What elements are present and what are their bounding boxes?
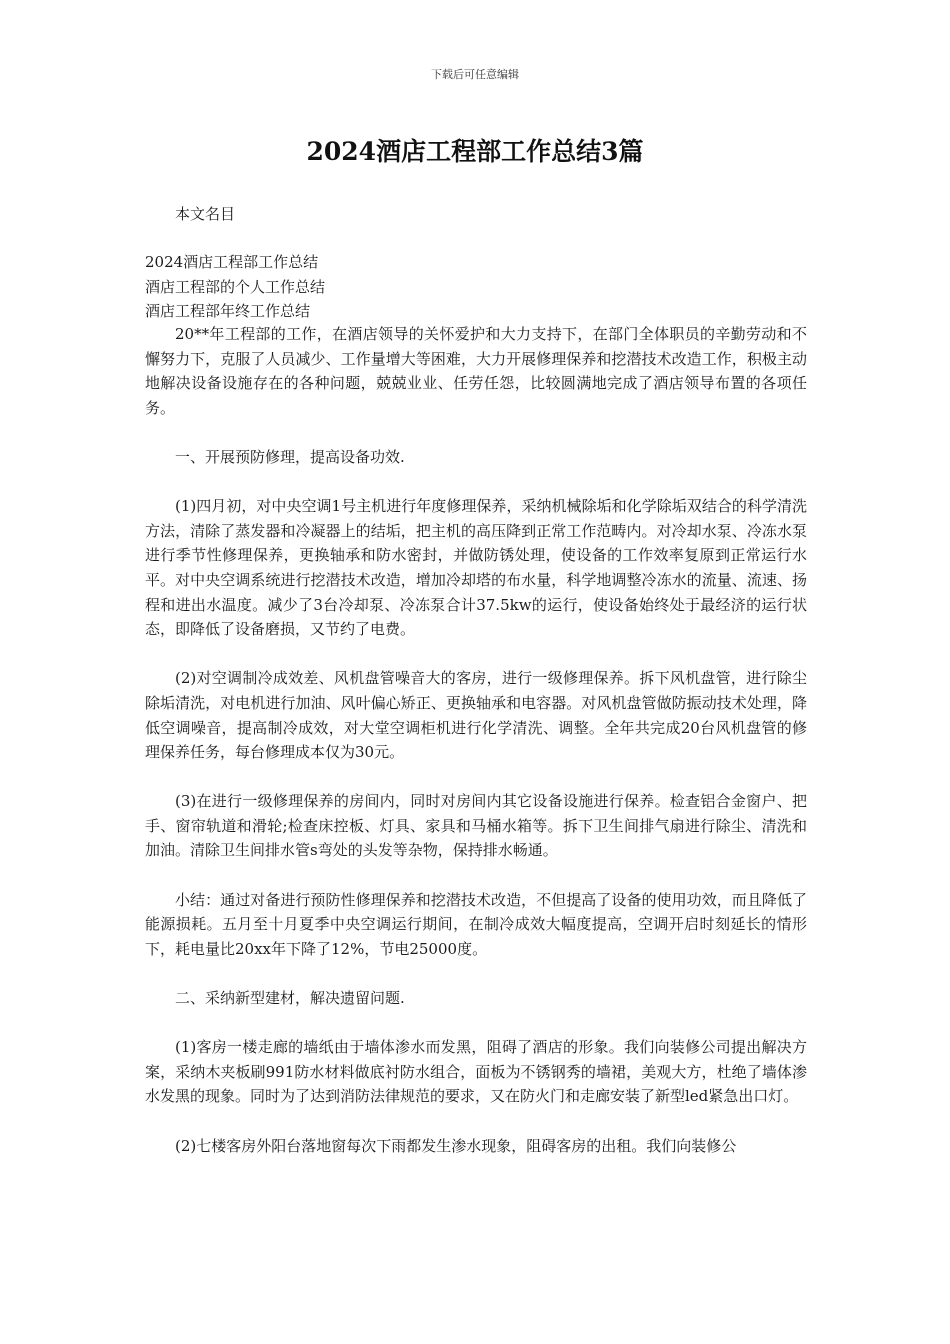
toc-item[interactable]: 2024酒店工程部工作总结 (145, 253, 319, 271)
body-paragraph: (1)客房一楼走廊的墙纸由于墙体渗水而发黑，阻碍了酒店的形象。我们向装修公司提出解决方案，采纳木夹板刷991防水材料做底衬防水组合，面板为不锈钢秀的墙裙，美观大方，杜绝了墙体渗水发黑的现象。同时为了达到消防法律规范的要求，又在防火门和走廊安装了新型led紧急出口灯。 (145, 1038, 807, 1106)
toc-item[interactable]: 酒店工程部的个人工作总结 (145, 277, 326, 296)
body-paragraph: (3)在进行一级修理保养的房间内，同时对房间内其它设备设施进行保养。检查铝合金窗户、把手、窗帘轨道和滑轮;检查床控板、灯具、家具和马桶水箱等。拆下卫生间排气扇进行除尘、清洗和加油。清除卫生间排水管s弯处的头发等杂物，保持排水畅通。 (145, 792, 807, 860)
document-title: 2024酒店工程部工作总结3篇 (306, 137, 644, 166)
section-heading: 二、采纳新型建材，解决遗留问题. (175, 989, 405, 1008)
toc-label: 本文名目 (175, 205, 236, 223)
table-of-contents (145, 250, 807, 324)
page-header: 下载后可任意编辑 (431, 68, 519, 81)
document-body (145, 322, 807, 1158)
summary-paragraph: 小结：通过对备进行预防性修理保养和挖潜技术改造，不但提高了设备的使用功效，而且降低了能源损耗。五月至十月夏季中央空调运行期间，在制冷成效大幅度提高，空调开启时刻延长的情形下，耗电量比20xx年下降了12%，节电25000度。 (145, 890, 807, 958)
section-heading: 一、开展预防修理，提高设备功效. (175, 447, 405, 466)
intro-paragraph: 20**年工程部的工作，在酒店领导的关怀爱护和大力支持下，在部门全体职员的辛勤劳动和不懈努力下，克服了人员减少、工作量增大等困难，大力开展修理保养和挖潜技术改造工作，积极主动地解决设备设施存在的各种问题，兢兢业业、任劳任怨，比较圆满地完成了酒店领导布置的各项任务。 (145, 325, 807, 417)
body-paragraph: (2)对空调制冷成效差、风机盘管噪音大的客房，进行一级修理保养。拆下风机盘管，进行除尘除垢清洗，对电机进行加油、风叶偏心矫正、更换轴承和电容器。对风机盘管做防振动技术处理，降低空调噪音，提高制冷成效，对大堂空调柜机进行化学清洗、调整。全年共完成20台风机盘管的修理保养任务，每台修理成本仅为30元。 (145, 669, 807, 762)
toc-item[interactable]: 酒店工程部年终工作总结 (145, 302, 311, 321)
body-paragraph: (2)七楼客房外阳台落地窗每次下雨都发生渗水现象，阻碍客房的出租。我们向装修公 (175, 1136, 737, 1155)
body-paragraph: (1)四月初，对中央空调1号主机进行年度修理保养，采纳机械除垢和化学除垢双结合的科学清洗方法，清除了蒸发器和冷凝器上的结垢，把主机的高压降到正常工作范畴内。对冷却水泵、冷冻水泵进行季节性修理保养，更换轴承和防水密封，并做防锈处理，使设备的工作效率复原到正常运行水平。对中央空调系统进行挖潜技术改造，增加冷却塔的布水量，科学地调整冷冻水的流量、流速、扬程和进出水温度。减少了3台冷却泵、冷冻泵合计37.5kw的运行，使设备始终处于最经济的运行状态，即降低了设备磨损，又节约了电费。 (145, 497, 807, 639)
